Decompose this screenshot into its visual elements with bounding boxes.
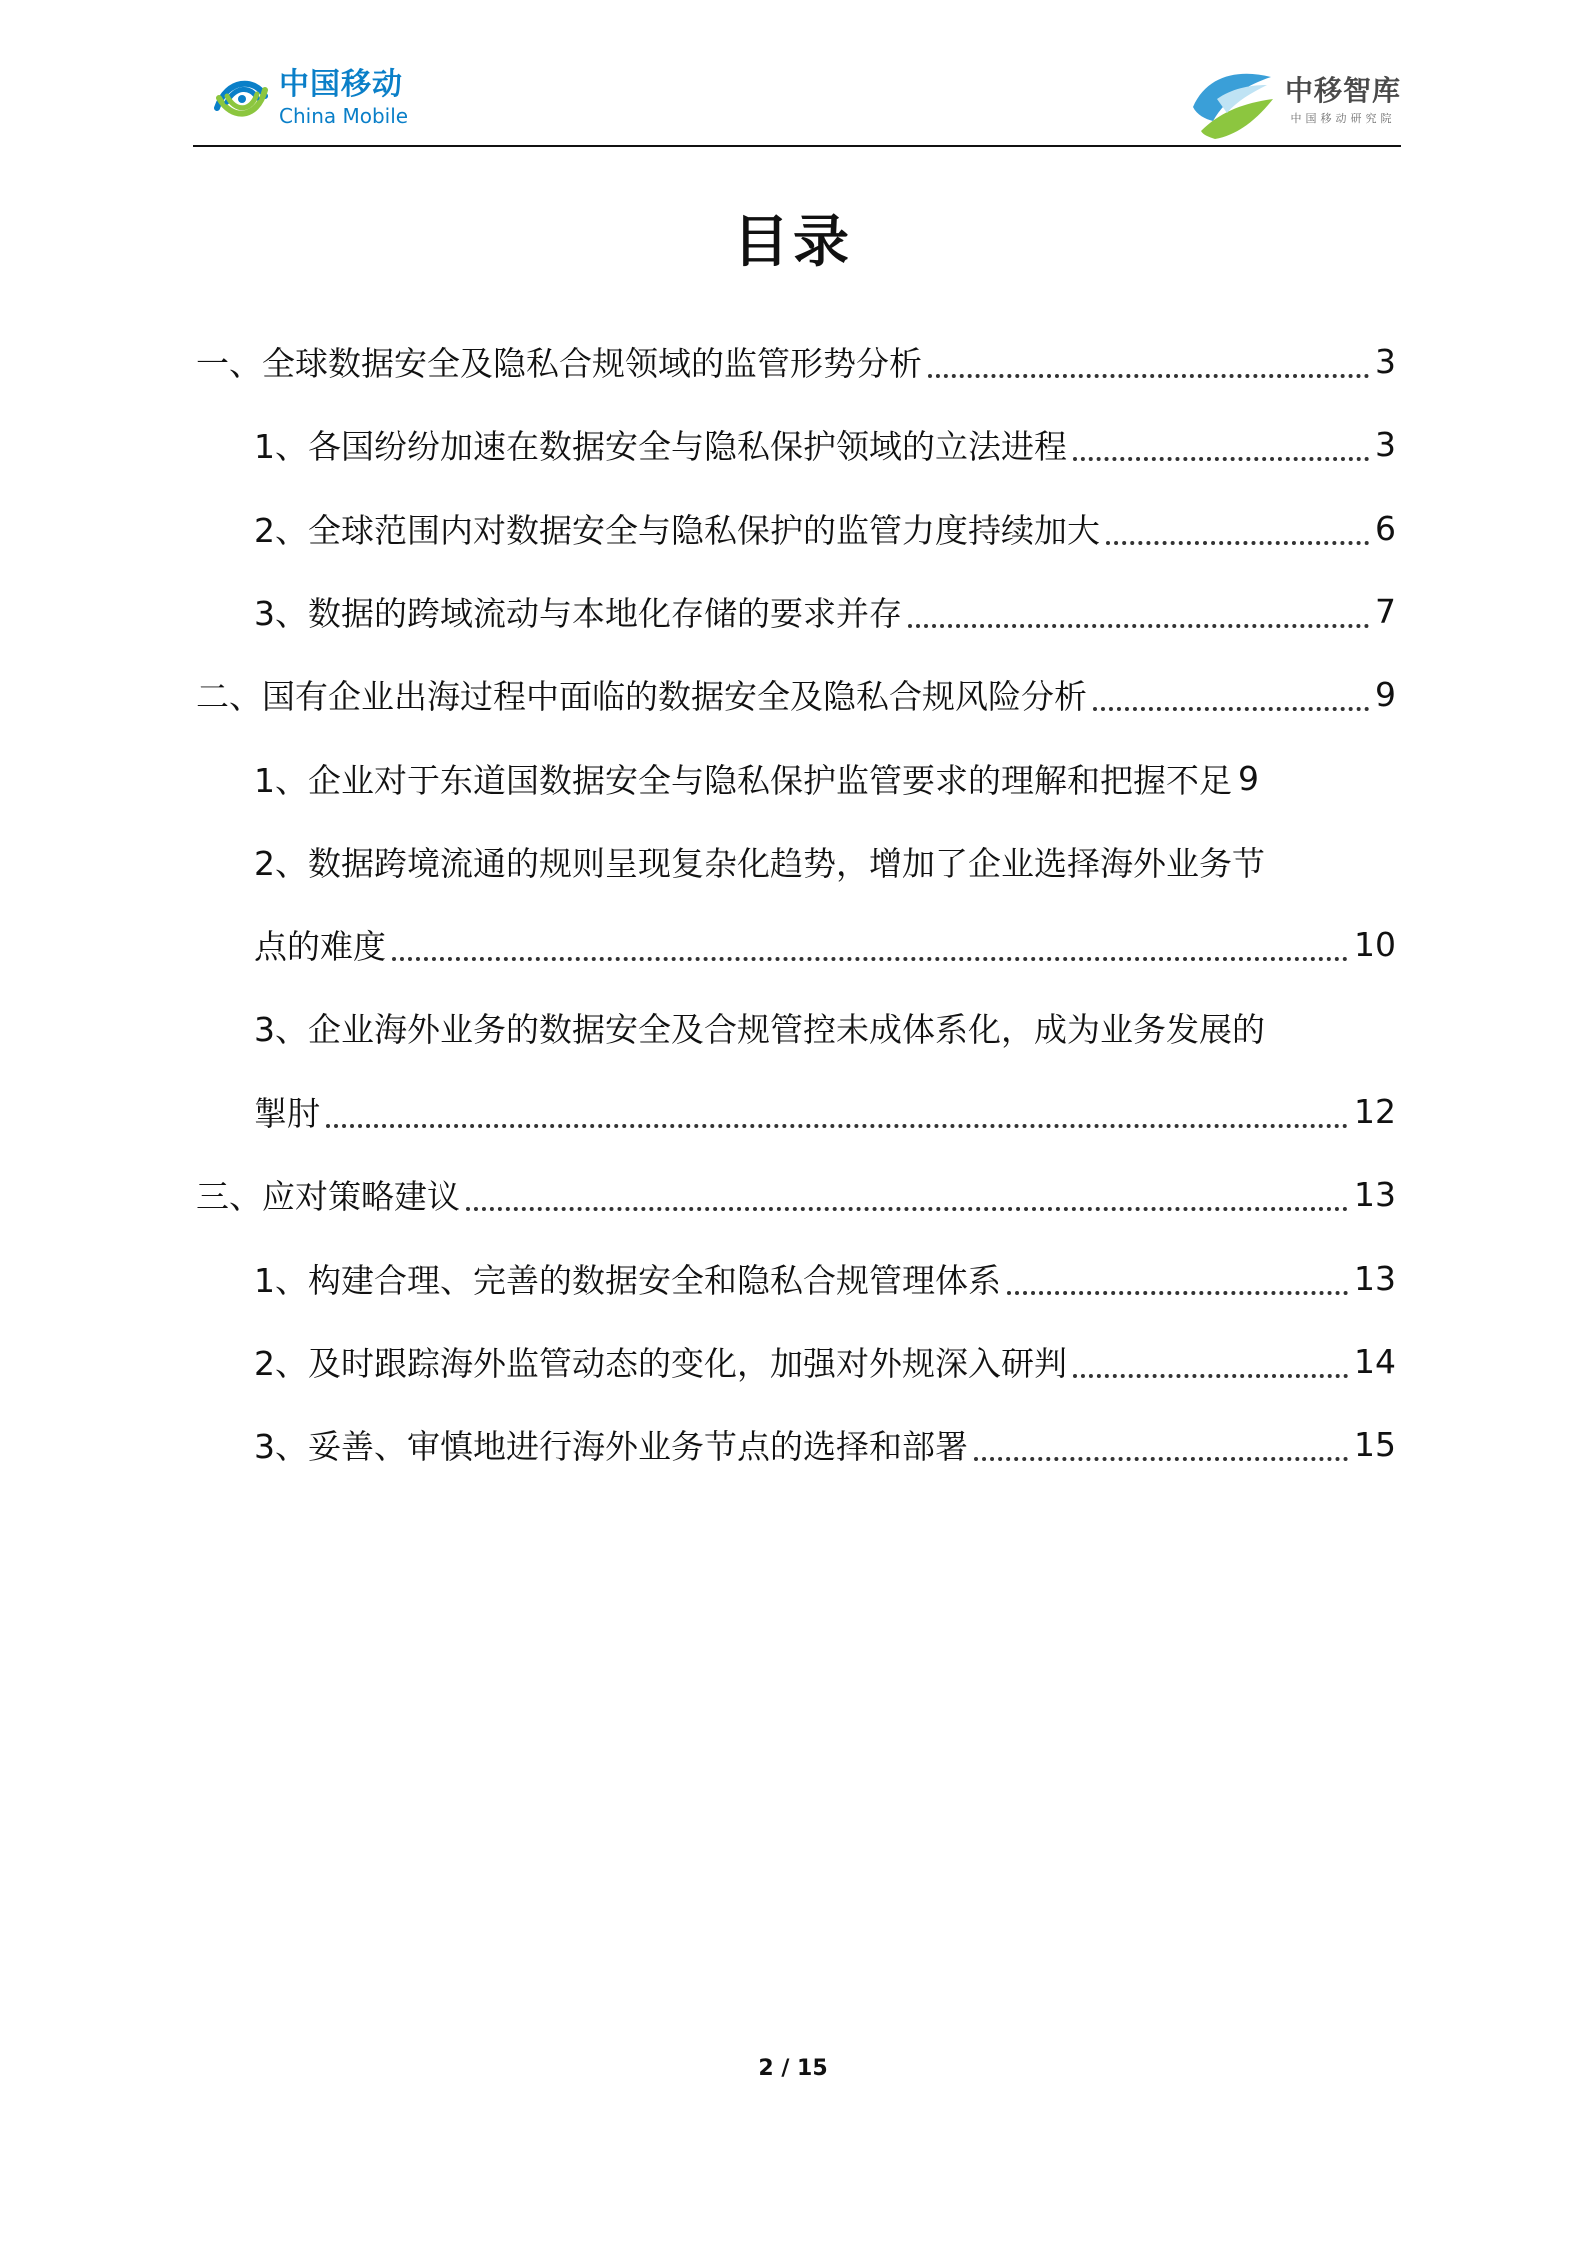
toc-page-number: 3 <box>1375 424 1396 464</box>
toc-page-number: 6 <box>1375 508 1396 548</box>
china-mobile-logo-en: China Mobile <box>279 104 409 128</box>
toc-section-2-3-line1[interactable] <box>254 997 1396 1057</box>
toc-entry-label: 2、全球范围内对数据安全与隐私保护的监管力度持续加大 <box>254 510 1100 550</box>
toc-page-number: 15 <box>1354 1424 1396 1464</box>
toc-entry-label: 1、企业对于东道国数据安全与隐私保护监管要求的理解和把握不足 <box>254 760 1232 800</box>
toc-page-number: 12 <box>1354 1091 1396 1131</box>
toc-section-3-1[interactable] <box>254 1248 1396 1308</box>
toc-section-2-1[interactable] <box>254 748 1396 808</box>
toc-section-2[interactable] <box>196 664 1396 724</box>
toc-page-number: 10 <box>1354 924 1396 964</box>
toc-leader <box>1093 693 1369 711</box>
toc-entry-label: 1、各国纷纷加速在数据安全与隐私保护领域的立法进程 <box>254 426 1067 466</box>
toc-section-3-3[interactable] <box>254 1414 1396 1474</box>
toc-leader <box>1007 1277 1348 1295</box>
toc-page-number: 9 <box>1238 758 1259 798</box>
toc-entry-label: 3、企业海外业务的数据安全及合规管控未成体系化，成为业务发展的 <box>254 1009 1265 1049</box>
toc-page-number: 9 <box>1375 674 1396 714</box>
page-title: 目录 <box>733 210 853 275</box>
toc-entry-label: 掣肘 <box>254 1093 320 1133</box>
toc-entry-label: 2、数据跨境流通的规则呈现复杂化趋势，增加了企业选择海外业务节 <box>254 843 1265 883</box>
toc-entry-label: 二、国有企业出海过程中面临的数据安全及隐私合规风险分析 <box>196 676 1087 716</box>
page-indicator: 2 / 15 <box>758 2056 828 2081</box>
toc-entry-label: 3、数据的跨域流动与本地化存储的要求并存 <box>254 593 902 633</box>
toc-entry-label: 三、应对策略建议 <box>196 1176 460 1216</box>
toc-section-2-2-line1[interactable] <box>254 831 1396 891</box>
toc-section-1-2[interactable] <box>254 498 1396 558</box>
toc-leader <box>928 360 1369 378</box>
toc-leader <box>1073 1360 1348 1378</box>
toc-page-number: 13 <box>1354 1174 1396 1214</box>
toc-section-1-3[interactable] <box>254 581 1396 641</box>
toc-page-number: 13 <box>1354 1258 1396 1298</box>
toc-leader <box>1073 443 1369 461</box>
toc-page-number: 14 <box>1354 1341 1396 1381</box>
toc-entry-label: 3、妥善、审慎地进行海外业务节点的选择和部署 <box>254 1426 968 1466</box>
toc-entry-label: 点的难度 <box>254 926 386 966</box>
toc-section-2-3-line2[interactable] <box>254 1081 1396 1141</box>
think-tank-logo-cn: 中移智库 <box>1284 73 1401 107</box>
toc-entry-label: 一、全球数据安全及隐私合规领域的监管形势分析 <box>196 343 922 383</box>
toc-entry-label: 1、构建合理、完善的数据安全和隐私合规管理体系 <box>254 1260 1001 1300</box>
toc-section-3-2[interactable] <box>254 1331 1396 1391</box>
toc-leader <box>974 1443 1348 1461</box>
toc-page-number: 7 <box>1375 591 1396 631</box>
toc-leader <box>326 1110 1348 1128</box>
china-mobile-emblem-icon <box>211 68 271 128</box>
think-tank-logo-sub: 中国移动研究院 <box>1290 111 1396 125</box>
page-header <box>193 55 1401 147</box>
toc-entry-label: 2、及时跟踪海外监管动态的变化，加强对外规深入研判 <box>254 1343 1067 1383</box>
toc-section-3[interactable] <box>196 1164 1396 1224</box>
think-tank-emblem-icon <box>1187 55 1279 145</box>
toc-leader <box>1106 527 1369 545</box>
toc-section-1-1[interactable] <box>254 414 1396 474</box>
china-mobile-logo-cn: 中国移动 <box>279 67 403 102</box>
toc-page-number: 3 <box>1375 341 1396 381</box>
zhongyi-think-tank-logo <box>1187 55 1401 145</box>
toc-leader <box>908 610 1369 628</box>
toc-section-2-2-line2[interactable] <box>254 914 1396 974</box>
toc-section-1[interactable] <box>196 331 1396 391</box>
toc-leader <box>466 1193 1348 1211</box>
china-mobile-logo <box>211 61 408 135</box>
toc-leader <box>392 943 1348 961</box>
